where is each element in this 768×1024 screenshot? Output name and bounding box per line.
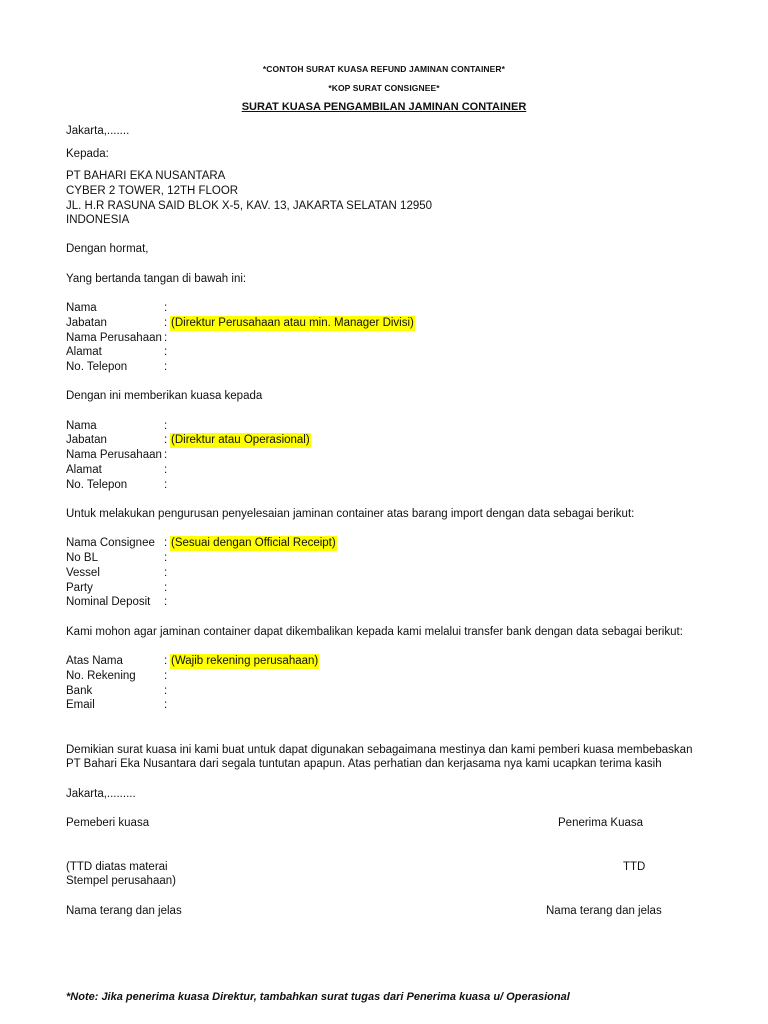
recipient-building: CYBER 2 TOWER, 12TH FLOOR	[66, 185, 239, 197]
field-colon: :	[164, 346, 168, 358]
closing-paragraph-line: PT Bahari Eka Nusantara dari segala tuntutan apapun. Atas perhatian dan kerjasama nya kami ucapkan terima kasih	[66, 758, 662, 770]
field-label: Nominal Deposit	[66, 596, 151, 608]
field-colon: :	[164, 317, 168, 329]
field-label: Nama	[66, 420, 97, 432]
highlighted-field-value: (Direktur Perusahaan atau min. Manager Divisi)	[171, 317, 414, 329]
grantor-stamp-instruction: Stempel perusahaan)	[66, 875, 176, 887]
field-colon: :	[164, 685, 168, 697]
highlighted-field-value: (Wajib rekening perusahaan)	[171, 655, 319, 667]
field-colon: :	[164, 655, 168, 667]
closing-date-line: Jakarta,.........	[66, 788, 136, 800]
field-label: Email	[66, 699, 95, 711]
field-label: Nama	[66, 302, 97, 314]
highlighted-field-value: (Direktur atau Operasional)	[171, 434, 310, 446]
highlighted-field-value: (Sesuai dengan Official Receipt)	[171, 537, 336, 549]
field-colon: :	[164, 567, 168, 579]
grant-intro: Dengan ini memberikan kuasa kepada	[66, 390, 263, 402]
field-colon: :	[164, 479, 168, 491]
letterhead-placeholder: *KOP SURAT CONSIGNEE*	[328, 83, 440, 93]
field-colon: :	[164, 596, 168, 608]
field-label: No. Rekening	[66, 670, 136, 682]
date-line: Jakarta,.......	[66, 125, 130, 137]
field-label: Nama Perusahaan	[66, 449, 162, 461]
field-colon: :	[164, 361, 168, 373]
field-colon: :	[164, 302, 168, 314]
field-colon: :	[164, 449, 168, 461]
field-label: No. Telepon	[66, 361, 128, 373]
field-colon: :	[164, 670, 168, 682]
to-label: Kepada:	[66, 148, 109, 160]
field-label: Nama Consignee	[66, 537, 155, 549]
grantee-sign-placeholder: TTD	[623, 861, 646, 873]
field-colon: :	[164, 464, 168, 476]
recipient-company: PT BAHARI EKA NUSANTARA	[66, 170, 226, 182]
field-label: Bank	[66, 685, 93, 697]
grantee-signature-label: Penerima Kuasa	[558, 817, 644, 829]
footnote: *Note: Jika penerima kuasa Direktur, tambahkan surat tugas dari Penerima kuasa u/ Operasional	[66, 991, 570, 1003]
field-label: Alamat	[66, 464, 102, 476]
field-label: No BL	[66, 552, 98, 564]
field-colon: :	[164, 434, 168, 446]
recipient-street: JL. H.R RASUNA SAID BLOK X-5, KAV. 13, JAKARTA SELATAN 12950	[66, 200, 433, 212]
grantor-sign-instruction: (TTD diatas materai	[66, 861, 168, 873]
field-label: No. Telepon	[66, 479, 128, 491]
field-label: Jabatan	[66, 317, 107, 329]
recipient-country: INDONESIA	[66, 214, 130, 226]
field-colon: :	[164, 420, 168, 432]
sample-heading: *CONTOH SURAT KUASA REFUND JAMINAN CONTAINER*	[262, 64, 506, 74]
field-colon: :	[164, 582, 168, 594]
field-label: Nama Perusahaan	[66, 332, 162, 344]
field-label: Party	[66, 582, 93, 594]
field-label: Jabatan	[66, 434, 107, 446]
field-label: Vessel	[66, 567, 100, 579]
field-label: Alamat	[66, 346, 102, 358]
closing-paragraph-line: Demikian surat kuasa ini kami buat untuk dapat digunakan sebagaimana mestinya dan kami pemberi kuasa membebaskan	[66, 744, 693, 756]
document-title: SURAT KUASA PENGAMBILAN JAMINAN CONTAINER	[241, 101, 527, 113]
undersigned-intro: Yang bertanda tangan di bawah ini:	[66, 273, 247, 285]
field-colon: :	[164, 699, 168, 711]
bank-intro: Kami mohon agar jaminan container dapat dikembalikan kepada kami melalui transfer bank dengan data sebagai berikut:	[66, 626, 683, 638]
purpose-intro: Untuk melakukan pengurusan penyelesaian jaminan container atas barang import dengan data sebagai berikut:	[66, 508, 635, 520]
grantor-signature-label: Pemeberi kuasa	[66, 817, 150, 829]
grantee-name-placeholder: Nama terang dan jelas	[546, 905, 662, 917]
field-label: Atas Nama	[66, 655, 123, 667]
grantor-name-placeholder: Nama terang dan jelas	[66, 905, 182, 917]
field-colon: :	[164, 552, 168, 564]
greeting: Dengan hormat,	[66, 243, 149, 255]
field-colon: :	[164, 332, 168, 344]
field-colon: :	[164, 537, 168, 549]
